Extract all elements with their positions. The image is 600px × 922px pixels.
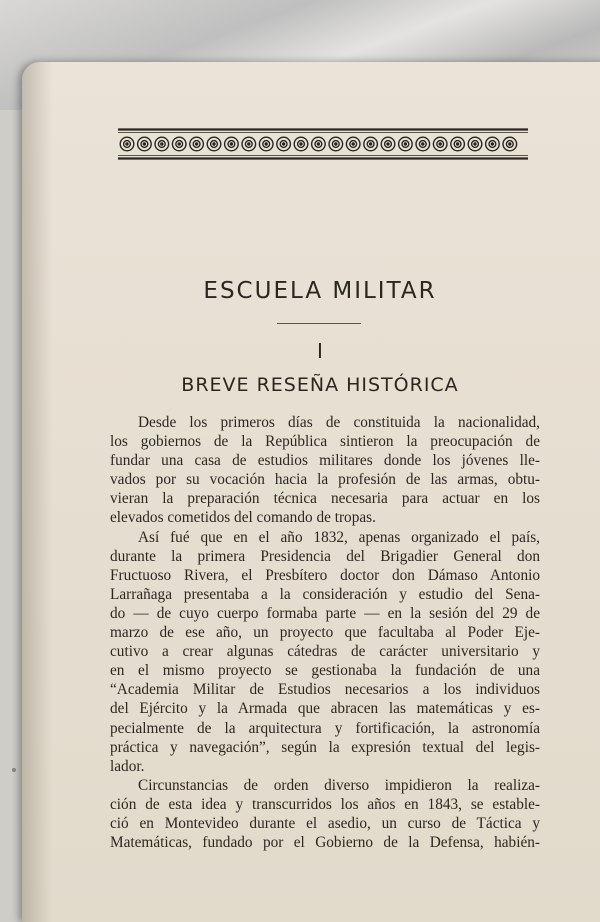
chapter-number: I (317, 339, 323, 363)
spiral-ornament-center (457, 143, 459, 145)
text-line: do — de cuyo cuerpo formaba parte — en la sesión del 29 de (110, 604, 540, 622)
spiral-ornament-center (178, 143, 180, 145)
text-line: Larrañaga presentaba a la consideración y estudio del Sena- (110, 585, 540, 603)
spiral-ornament-center (161, 143, 163, 145)
spiral-ornament-center (300, 143, 302, 145)
paragraph (110, 413, 540, 528)
chapter-title: ESCUELA MILITAR (203, 278, 437, 304)
text-line: lador. (110, 757, 145, 775)
text-line: Circunstancias de orden diverso impidieron la realiza- (138, 776, 540, 794)
page-edge-shadow (22, 62, 52, 922)
spiral-ornament-center (143, 143, 145, 145)
spiral-ornament-center (283, 143, 285, 145)
spiral-ornament-center (213, 143, 215, 145)
text-line: fundar una casa de estudios militares donde los jóvenes lle- (110, 452, 540, 470)
text-line: los gobiernos de la República sintieron la preocupación de (110, 433, 540, 451)
spiral-ornament-center (422, 143, 424, 145)
spiral-ornament-center (387, 143, 389, 145)
paragraph (110, 776, 540, 852)
text-line: Así fué que en el año 1832, apenas organizado el país, (138, 528, 540, 546)
spiral-ornament-center (370, 143, 372, 145)
text-line: pecialmente de la arquitectura y fortificación, la astronomía (110, 719, 540, 737)
spiral-ornament-center (248, 143, 250, 145)
text-line: del Ejército y la Armada que abracen las matemáticas y es- (110, 700, 540, 718)
text-line: Fructuoso Rivera, el Presbítero doctor don Dámaso Antonio (110, 566, 540, 584)
spiral-ornament-center (491, 143, 493, 145)
spiral-ornament-center (126, 143, 128, 145)
text-line: marzo de ese año, un proyecto que facultaba al Poder Eje- (110, 624, 540, 642)
spiral-ornament-center (404, 143, 406, 145)
spiral-ornament-center (265, 143, 267, 145)
text-line: ción de esta idea y transcurridos los años en 1843, se estable- (110, 795, 540, 813)
paragraph (110, 528, 540, 776)
title-divider (277, 323, 361, 324)
body-text (110, 413, 540, 852)
spiral-ornament-center (509, 143, 511, 145)
text-line: en el mismo proyecto se gestionaba la fundación de una (110, 662, 540, 680)
text-line: práctica y navegación”, según la expresión textual del legis- (110, 738, 540, 756)
text-line: vados por su vocación hacia la profesión de las armas, obtu- (110, 471, 540, 489)
text-line: “Academia Militar de Estudios necesarios a los individuos (110, 681, 540, 699)
spiral-ornament-center (352, 143, 354, 145)
text-line: elevados cometidos del comando de tropas. (110, 509, 376, 527)
spiral-ornament-center (335, 143, 337, 145)
spiral-ornament-center (196, 143, 198, 145)
text-line: Matemáticas, fundado por el Gobierno de la Defensa, habién- (110, 834, 540, 852)
text-line: Desde los primeros días de constituida la nacionalidad, (138, 414, 540, 431)
spiral-ornament-center (439, 143, 441, 145)
decorative-border-ornament (118, 128, 528, 160)
spiral-ornament-center (230, 143, 232, 145)
text-line: durante la primera Presidencia del Brigadier General don (110, 547, 540, 565)
text-line: vieran la preparación técnica necesaria para actuar en los (110, 490, 540, 508)
page-mark (12, 768, 16, 772)
spiral-ornament-center (474, 143, 476, 145)
spiral-ornament-center (317, 143, 319, 145)
section-title: BREVE RESEÑA HISTÓRICA (181, 374, 459, 396)
text-line: cutivo a crear algunas cátedras de carácter universitario y (110, 643, 540, 661)
text-line: ció en Montevideo durante el asedio, un curso de Táctica y (110, 814, 540, 832)
